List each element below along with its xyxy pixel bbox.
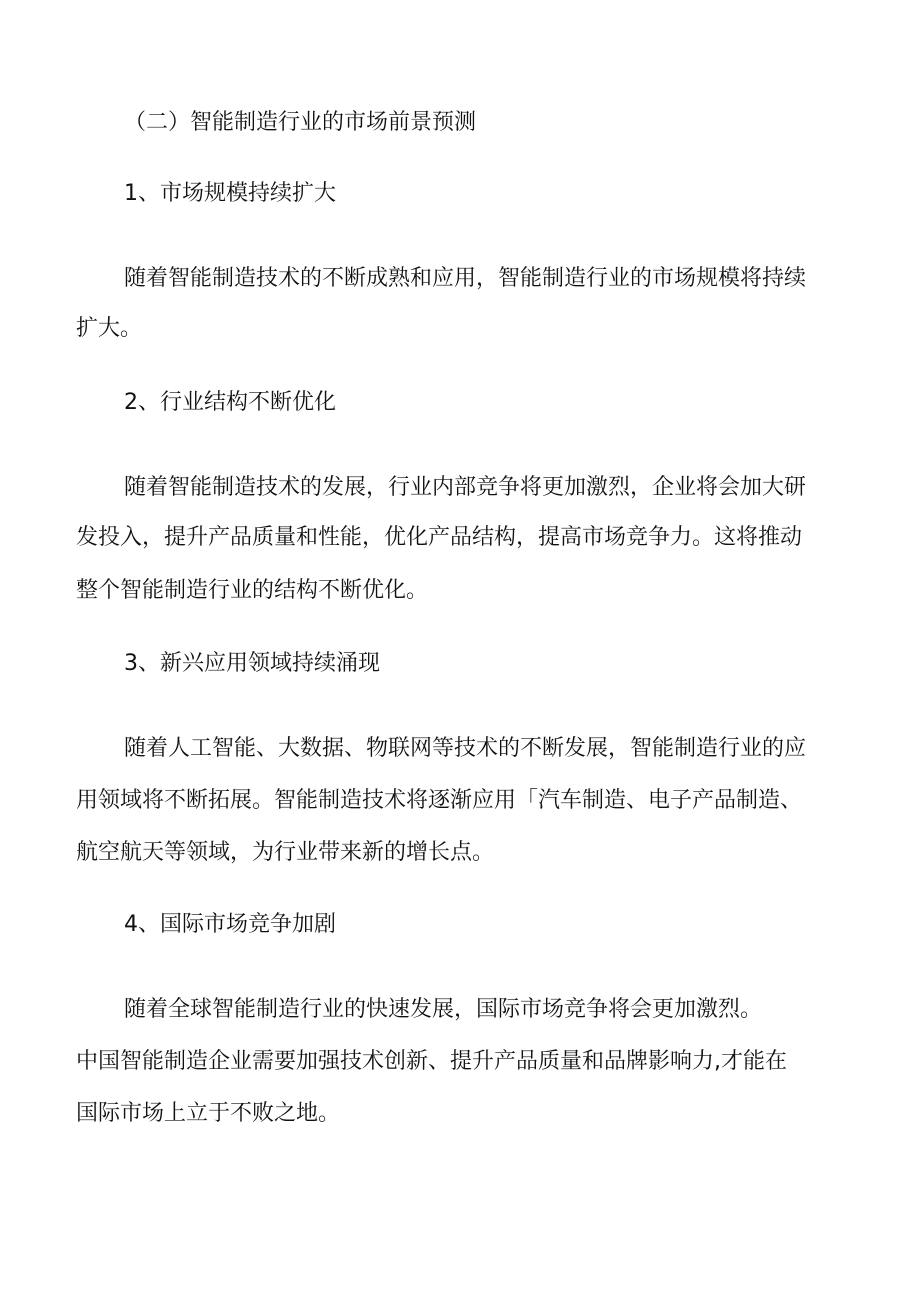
section-title: （二）智能制造行业的市场前景预测 — [124, 110, 477, 135]
paragraph-line: 用领域将不断拓展。智能制造技术将逐渐应用「汽车制造、电子产品制造、 — [76, 788, 803, 813]
paragraph-line: 随着智能制造技术的发展，行业内部竞争将更加激烈，企业将会加大研 — [124, 475, 807, 500]
paragraph-line: 发投入，提升产品质量和性能，优化产品结构，提高市场竞争力。这将推动 — [76, 525, 803, 550]
paragraph-line: 随着全球智能制造行业的快速发展，国际市场竞争将会更加激烈。 — [124, 997, 763, 1022]
heading-emerging-applications: 3、新兴应用领域持续涌现 — [124, 651, 380, 676]
heading-market-scale: 1、市场规模持续扩大 — [124, 181, 336, 206]
paragraph-line: 随着智能制造技术的不断成熟和应用，智能制造行业的市场规模将持续 — [124, 266, 807, 291]
paragraph-line: 随着人工智能、大数据、物联网等技术的不断发展，智能制造行业的应 — [124, 736, 807, 761]
paragraph-line: 国际市场上立于不败之地。 — [76, 1101, 341, 1126]
heading-international-competition: 4、国际市场竞争加剧 — [124, 912, 336, 937]
paragraph-line: 航空航天等领域，为行业带来新的增长点。 — [76, 840, 495, 865]
paragraph-line: 扩大。 — [76, 316, 143, 341]
paragraph-line: 中国智能制造企业需要加强技术创新、提升产品质量和品牌影响力,才能在 — [76, 1049, 787, 1074]
heading-industry-structure: 2、行业结构不断优化 — [124, 390, 336, 415]
paragraph-line: 整个智能制造行业的结构不断优化。 — [76, 578, 429, 603]
